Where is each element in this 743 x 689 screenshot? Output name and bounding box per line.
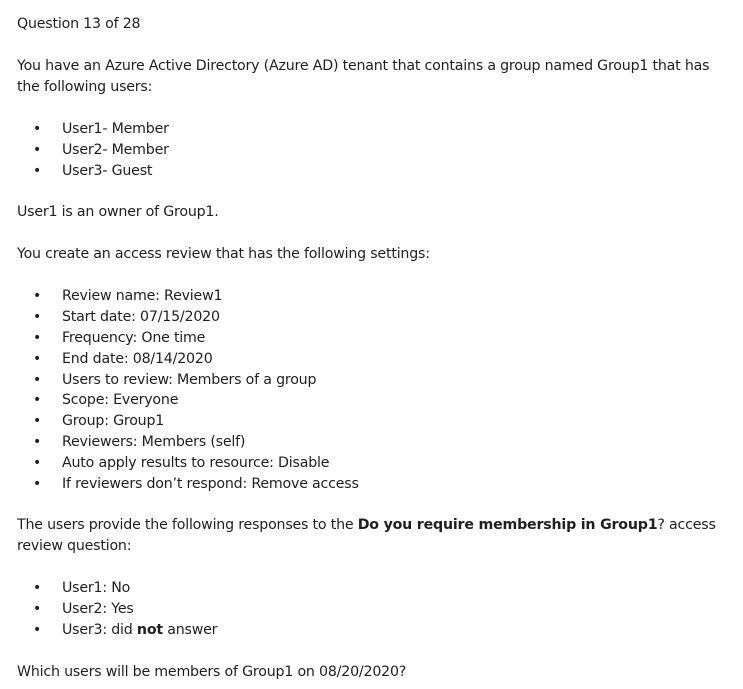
setting-entry: Group: Group1 xyxy=(62,413,165,430)
list-item xyxy=(17,328,726,349)
bullet-icon: • xyxy=(33,433,42,450)
responses-intro-tail: ? access review question: xyxy=(17,517,716,555)
response-entry: User2: Yes xyxy=(62,601,134,618)
list-item xyxy=(17,286,726,307)
list-item xyxy=(17,307,726,328)
question-counter: Question 13 of 28 xyxy=(17,16,141,32)
user-entry: User2- Member xyxy=(62,141,169,158)
setting-entry: Start date: 07/15/2020 xyxy=(62,309,220,326)
setting-entry: Reviewers: Members (self) xyxy=(62,433,246,450)
bullet-icon: • xyxy=(33,329,42,346)
setting-entry: Scope: Everyone xyxy=(62,392,179,409)
setting-entry: Users to review: Members of a group xyxy=(62,371,317,388)
bullet-icon: • xyxy=(33,141,42,158)
bullet-icon: • xyxy=(33,413,42,430)
bullet-icon: • xyxy=(33,601,42,618)
list-item xyxy=(17,599,726,620)
responses-intro-text: The users provide the following responses to the xyxy=(17,517,358,534)
response-entry xyxy=(62,622,217,638)
list-item xyxy=(17,119,726,140)
group-users-list xyxy=(17,119,726,181)
bullet-icon: • xyxy=(33,371,42,388)
bullet-icon: • xyxy=(33,475,42,492)
bullet-icon: • xyxy=(33,454,42,471)
setting-entry: Frequency: One time xyxy=(62,329,206,346)
list-item xyxy=(17,140,726,161)
final-question: Which users will be members of Group1 on 08/20/2020? xyxy=(17,663,407,680)
bullet-icon: • xyxy=(33,288,42,305)
list-item xyxy=(17,411,726,432)
response-emphasis: not xyxy=(136,621,163,638)
responses-list xyxy=(17,578,726,640)
list-item xyxy=(17,578,726,599)
setting-entry: Auto apply results to resource: Disable xyxy=(62,454,330,471)
list-item xyxy=(17,474,726,495)
list-item xyxy=(17,349,726,370)
user-entry: User3- Guest xyxy=(62,162,153,179)
list-item xyxy=(17,370,726,391)
review-settings-list xyxy=(17,286,726,494)
bullet-icon: • xyxy=(33,121,42,137)
list-item xyxy=(17,453,726,474)
list-item xyxy=(17,390,726,411)
response-entry-text: User3: did xyxy=(62,621,137,638)
setting-entry: End date: 08/14/2020 xyxy=(62,350,213,367)
owner-paragraph: User1 is an owner of Group1. xyxy=(17,204,219,221)
review-intro-paragraph: You create an access review that has the following settings: xyxy=(17,246,430,263)
responses-intro-paragraph xyxy=(17,515,726,557)
response-entry-tail: answer xyxy=(162,621,218,638)
intro-paragraph: You have an Azure Active Directory (Azure AD) tenant that contains a group named Group1 that has the following users: xyxy=(17,58,710,95)
setting-entry: Review name: Review1 xyxy=(62,288,223,305)
bullet-icon: • xyxy=(33,621,42,638)
list-item xyxy=(17,432,726,453)
response-entry: User1: No xyxy=(62,580,131,597)
bullet-icon: • xyxy=(33,392,42,409)
bullet-icon: • xyxy=(33,162,42,179)
user-entry: User1- Member xyxy=(62,121,169,137)
bullet-icon: • xyxy=(33,580,42,597)
bullet-icon: • xyxy=(33,350,42,367)
bullet-icon: • xyxy=(33,309,42,326)
setting-entry: If reviewers don’t respond: Remove access xyxy=(62,475,359,492)
list-item xyxy=(17,620,726,641)
review-question-emphasis: Do you require membership in Group1 xyxy=(357,517,658,534)
list-item xyxy=(17,161,726,182)
